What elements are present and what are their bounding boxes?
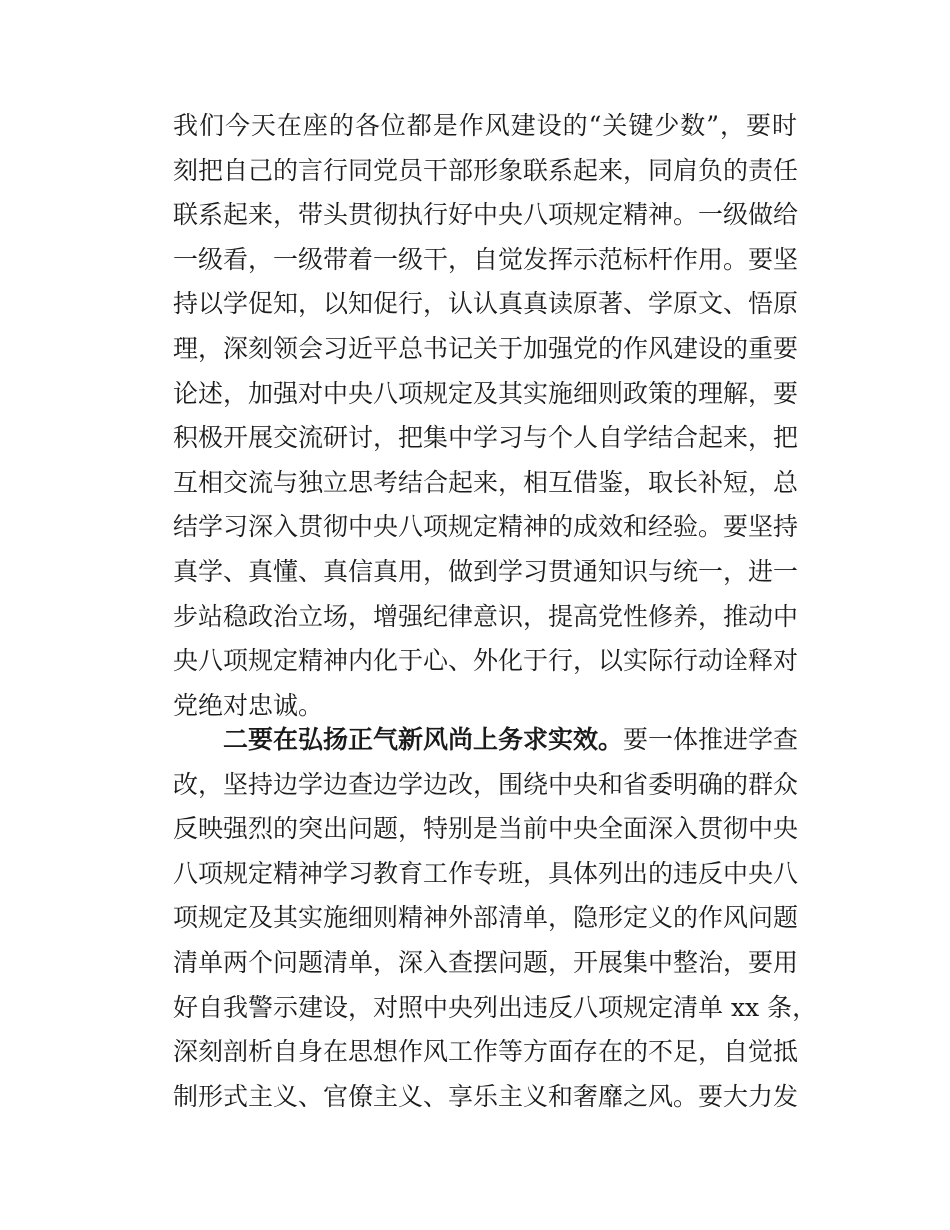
text-line: 积极开展交流研讨，把集中学习与个人自学结合起来，把 [173,423,799,453]
text-line: 改，坚持边学边查边学边改，围绕中央和省委明确的群众 [173,769,799,799]
text-line: 党绝对忠诚。 [173,690,324,720]
text-line: 一级看，一级带着一级干，自觉发挥示范标杆作用。要坚 [173,244,799,274]
paragraph-1 [173,104,797,728]
text-line: 持以学促知，以知促行，认认真真读原著、学原文、悟原 [173,289,799,319]
text-line: 八项规定精神学习教育工作专班，具体列出的违反中央八 [173,858,799,888]
text-line: 我们今天在座的各位都是作风建设的“关键少数”，要时 [173,111,797,140]
text-line: 论述，加强对中央八项规定及其实施细则政策的理解，要 [173,378,799,408]
text-line: 真学、真懂、真信真用，做到学习贯通知识与统一，进一 [173,556,799,586]
paragraph-first-line [173,718,797,763]
text-line: 刻把自己的言行同党员干部形象联系起来，同肩负的责任 [173,155,799,185]
paragraph-2 [173,718,818,1119]
text-line: 央八项规定精神内化于心、外化于行，以实际行动诠释对 [173,646,799,676]
text-line: 结学习深入贯彻中央八项规定精神的成效和经验。要坚持 [173,512,799,542]
text-line: 联系起来，带头贯彻执行好中央八项规定精神。一级做给 [173,200,799,230]
text-line: 好自我警示建设，对照中央列出违反八项规定清单 xx 条， [173,992,818,1022]
text-line: 制形式主义、官僚主义、享乐主义和奢靡之风。要大力发 [173,1081,799,1111]
section-heading: 二要在弘扬正气新风尚上务求实效。 [223,725,624,754]
text-line: 反映强烈的突出问题，特别是当前中央全面深入贯彻中央 [173,814,799,844]
text-run: 要一体推进学查 [623,725,799,754]
text-line: 深刻剖析自身在思想作风工作等方面存在的不足，自觉抵 [173,1037,799,1067]
text-line: 项规定及其实施细则精神外部清单，隐形定义的作风问题 [173,903,799,933]
text-line: 步站稳政治立场，增强纪律意识，提高党性修养，推动中 [173,601,799,631]
text-line: 理，深刻领会习近平总书记关于加强党的作风建设的重要 [173,333,799,363]
text-line: 互相交流与独立思考结合起来，相互借鉴，取长补短，总 [173,467,799,497]
text-line: 清单两个问题清单，深入查摆问题，开展集中整治，要用 [173,947,799,977]
